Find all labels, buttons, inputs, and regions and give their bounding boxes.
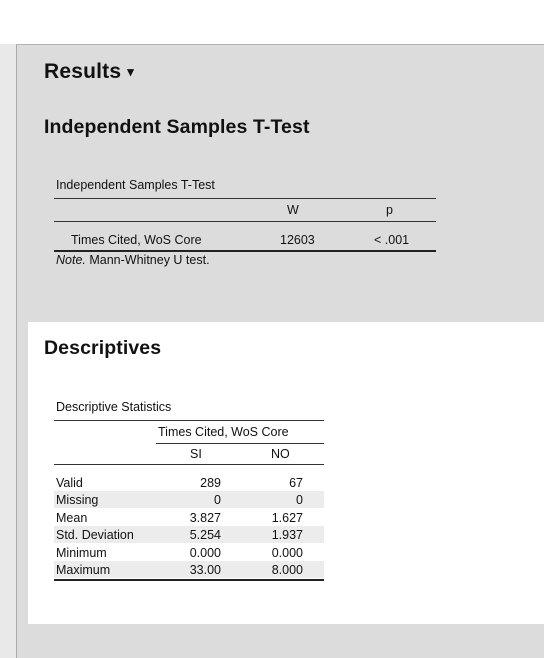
table-row-si: 0 [214,493,221,507]
chevron-down-icon[interactable]: ▾ [127,64,134,79]
results-title: Results [44,60,122,83]
table-row-si: 3.827 [189,511,221,525]
table-row-no: 67 [289,476,303,490]
table-row-si: 0.000 [189,546,221,560]
table-row-label: Valid [56,476,83,490]
ttest-table-title: Independent Samples T-Test [56,178,215,192]
table-row-label: Minimum [56,546,107,560]
ttest-col-w: W [287,203,299,217]
window-top-margin [0,0,544,44]
table-row-label: Missing [56,493,99,507]
desc-bottom-rule [54,579,324,581]
table-row-si: 33.00 [189,563,221,577]
desc-group-header: Times Cited, WoS Core [158,425,289,439]
ttest-top-rule [54,198,436,199]
table-row-no: 8.000 [271,563,303,577]
table-row-label: Std. Deviation [56,528,134,542]
descriptives-table-title: Descriptive Statistics [56,400,172,414]
table-row-label: Mean [56,511,88,525]
table-row-si: 5.254 [189,528,221,542]
table-row-no: 0.000 [271,546,303,560]
ttest-bottom-rule [54,250,436,252]
table-row-no: 0 [296,493,303,507]
desc-group-rule [156,443,324,444]
ttest-row-w: 12603 [280,233,315,247]
desc-top-rule [54,420,324,421]
table-row-no: 1.937 [271,528,303,542]
desc-header-rule [54,464,324,465]
table-row-si: 289 [200,476,221,490]
ttest-heading[interactable]: Independent Samples T-Test [44,116,310,138]
ttest-note [56,253,210,267]
note-text: Mann-Whitney U test. [85,253,210,267]
ttest-col-p: p [386,203,393,217]
results-header[interactable] [44,60,134,84]
desc-col-no: NO [271,447,290,461]
note-label: Note. [56,253,86,267]
ttest-header-rule [54,221,436,222]
table-row-label: Maximum [56,563,111,577]
desc-col-si: SI [190,447,202,461]
descriptives-heading[interactable]: Descriptives [44,337,162,359]
ttest-row-p: < .001 [374,233,410,247]
ttest-row-label: Times Cited, WoS Core [71,233,202,247]
table-row-no: 1.627 [271,511,303,525]
